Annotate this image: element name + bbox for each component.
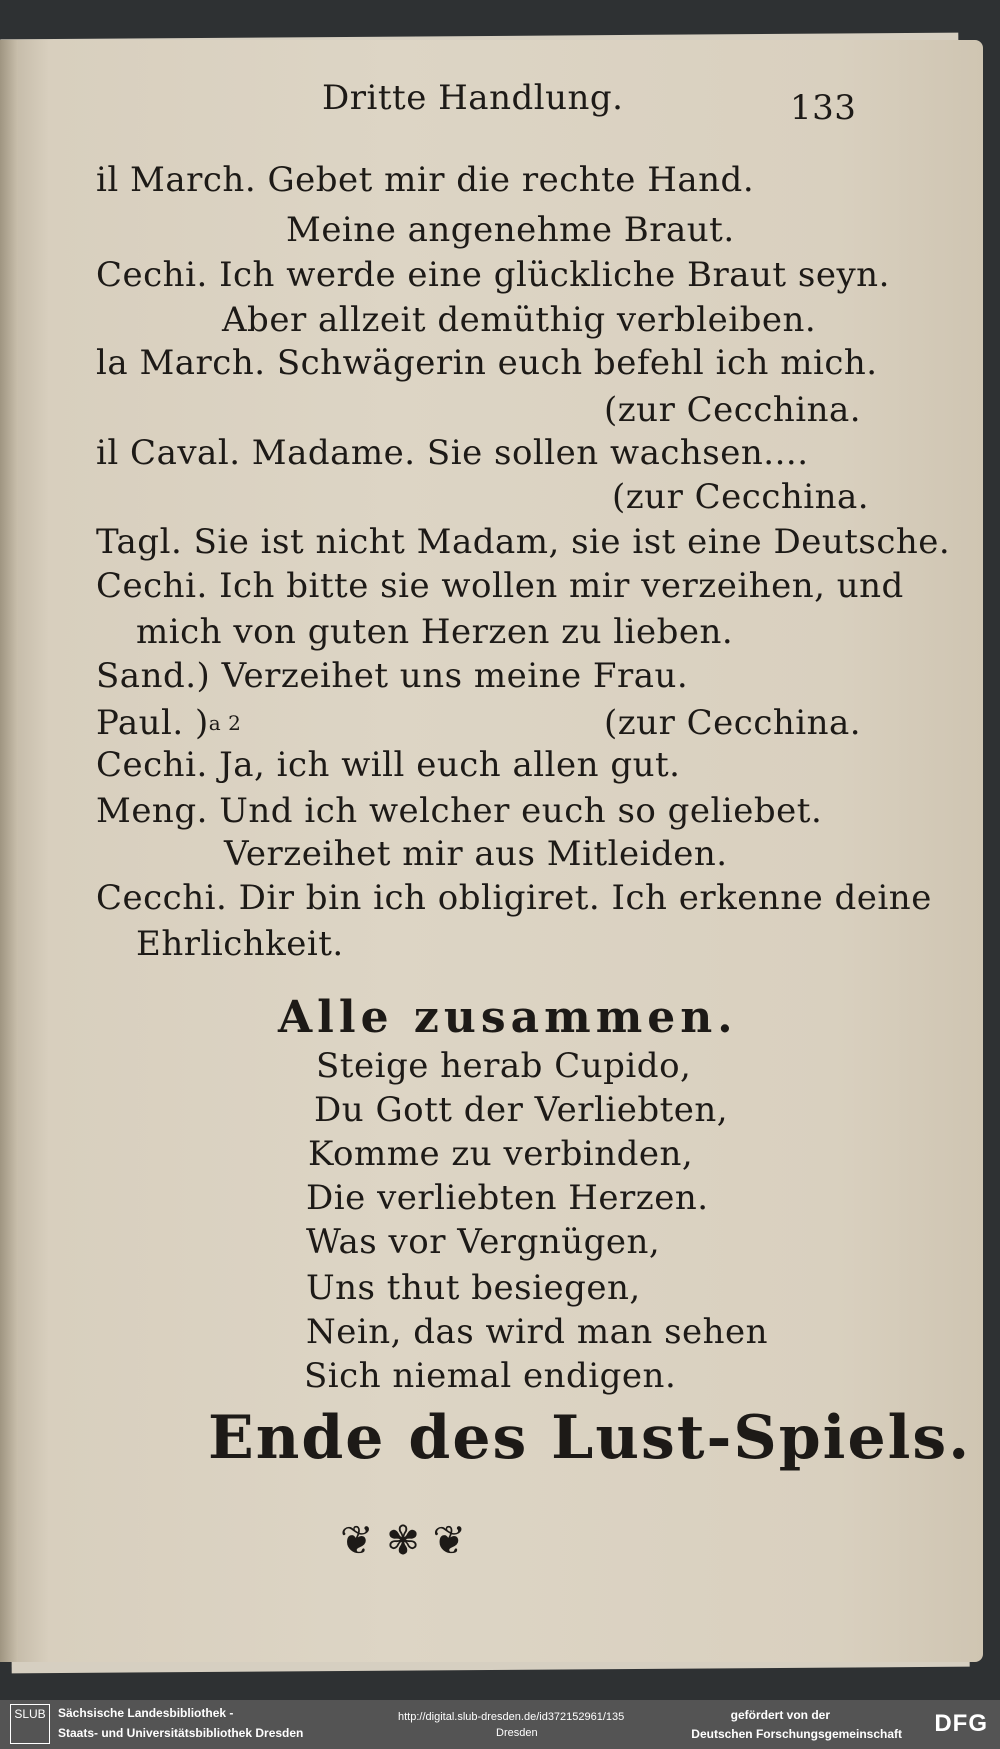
text-line: Meng. Und ich welcher euch so geliebet.	[96, 791, 823, 831]
text-line: Cecchi. Dir bin ich obligiret. Ich erkenne deine	[96, 878, 932, 918]
verse-line: Du Gott der Verliebten,	[314, 1090, 729, 1130]
text-line: Tagl. Sie ist nicht Madam, sie ist eine Deutsche.	[96, 522, 951, 562]
page-number: 133	[790, 88, 857, 128]
page-gutter	[0, 40, 18, 1662]
running-head: Dritte Handlung.	[322, 78, 624, 118]
ornament-flourish-icon: ❦ ✾ ❦	[340, 1518, 466, 1564]
text-line: la March. Schwägerin euch befehl ich mich.	[96, 343, 878, 383]
text-line: Sand.) Verzeihet uns meine Frau.	[96, 656, 689, 696]
text-line: Cechi. Ja, ich will euch allen gut.	[96, 745, 681, 785]
text-line-paul: Paul. )$^{a 2}$	[96, 703, 242, 743]
dfg-logo: DFG	[934, 1710, 988, 1737]
verse-line: Was vor Vergnügen,	[306, 1222, 661, 1262]
text-line: (zur Cecchina.	[604, 390, 862, 430]
verse-line: Die verliebten Herzen.	[306, 1178, 709, 1218]
text-line: Cechi. Ich werde eine glückliche Braut seyn.	[96, 255, 890, 295]
library-city: Dresden	[496, 1727, 538, 1739]
text-line: Ehrlichkeit.	[136, 924, 344, 964]
library-name: Sächsische Landesbibliothek -	[58, 1706, 234, 1720]
funding-organization: Deutschen Forschungsgemeinschaft	[691, 1727, 902, 1741]
text-line: Verzeihet mir aus Mitleiden.	[224, 834, 728, 874]
text-line: Meine angenehme Braut.	[286, 210, 735, 250]
text-line: il Caval. Madame. Sie sollen wachsen....	[96, 433, 809, 473]
verse-line: Sich niemal endigen.	[304, 1356, 677, 1396]
text-line: (zur Cecchina.	[612, 477, 870, 517]
text-line: Cechi. Ich bitte sie wollen mir verzeihen, und	[96, 566, 904, 606]
verse-line: Nein, das wird man sehen	[306, 1312, 769, 1352]
text-line: mich von guten Herzen zu lieben.	[136, 612, 734, 652]
permalink[interactable]: http://digital.slub-dresden.de/id372152961/135	[398, 1711, 625, 1723]
chorus-heading: Alle zusammen.	[278, 992, 738, 1043]
library-footer-bar	[0, 1700, 1000, 1749]
verse-line: Komme zu verbinden,	[308, 1134, 694, 1174]
verse-line: Steige herab Cupido,	[316, 1046, 692, 1086]
slub-logo: SLUB	[10, 1704, 50, 1744]
library-name-line2: Staats- und Universitätsbibliothek Dresden	[58, 1726, 304, 1740]
text-line: Aber allzeit demüthig verbleiben.	[222, 300, 817, 340]
verse-line: Uns thut besiegen,	[306, 1268, 641, 1308]
text-line: (zur Cecchina.	[604, 703, 862, 743]
funding-note: gefördert von der	[730, 1708, 830, 1722]
text-line: il March. Gebet mir die rechte Hand.	[96, 160, 755, 200]
a2-marker: a 2	[208, 711, 242, 735]
closing-title: Ende des Lust-Spiels.	[208, 1403, 972, 1473]
